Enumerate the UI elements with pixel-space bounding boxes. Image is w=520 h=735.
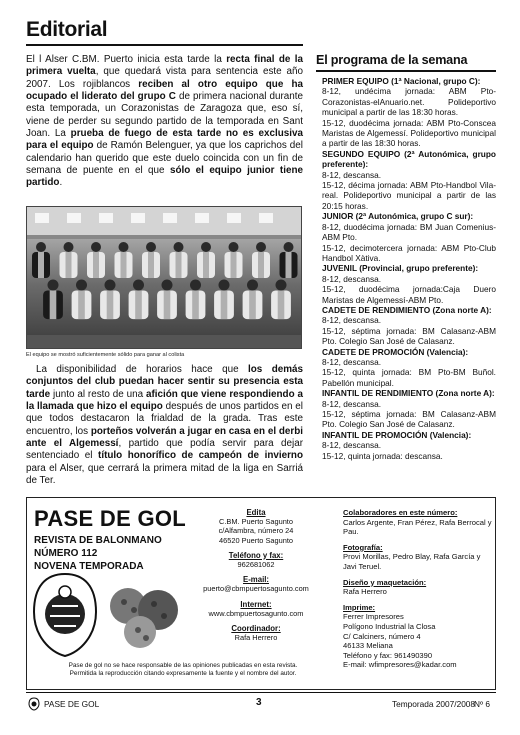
edita-heading: Edita — [246, 508, 266, 517]
colaboradores-value: Carlos Argente, Fran Pérez, Rafa Berrocal y Pau. — [343, 517, 492, 537]
text-run: , partido que podía servir para dejar sentenciado el — [26, 438, 303, 462]
diseno-heading: Diseño y maquetación: — [343, 577, 427, 587]
coordinador-heading: Coordinador: — [231, 624, 281, 634]
programa-fixture: 8-12, descansa. — [322, 440, 382, 451]
disclaimer-line-1: Pase de gol no se hace responsable de las opiniones publicadas en esta revista. — [68, 662, 298, 669]
fotografia-value: Provi Morillas, Pedro Blay, Rafa García y Javi Teruel. — [343, 552, 481, 571]
text-run: junto al resto de una — [50, 388, 147, 400]
text-run: reciben al otro equipo que ha ocupado el liderato del grupo C — [26, 78, 303, 103]
programa-fixture: 15-12, séptima jornada: BM Calasanz-ABM Pto. Colegio San José de Calasanz. — [322, 409, 496, 430]
editorial-paragraph-1 — [26, 54, 303, 190]
text-run: . — [59, 177, 63, 189]
footer-season: Temporada 2007/2008 — [392, 699, 476, 709]
team-photo-illustration — [27, 207, 302, 349]
imprime-line-1: Ferrer Impresores — [343, 612, 404, 622]
editorial-rule — [26, 44, 303, 46]
text-run: los demás conjuntos del club puedan hacer sentir su presencia esta tarde — [26, 364, 303, 400]
programa-fixture: 8-12, descansa. — [322, 273, 382, 284]
text-run: después de unos partidos en el que todos destacaron la frialdad de la grada. Tras este encuentro, los — [26, 401, 303, 437]
programa-team-heading: PRIMER EQUIPO (1ª Nacional, grupo C): — [322, 76, 481, 86]
footer-crest-icon — [28, 697, 40, 711]
masthead-title: PASE DE GOL — [34, 506, 187, 531]
programa-fixture: 8-12, descansa. — [322, 315, 382, 326]
editorial-column — [26, 54, 303, 190]
programa-fixture: 15-12, decimotercera jornada: ABM Pto-Club Handbol Xàtiva. — [322, 242, 496, 263]
programa-fixture: 15-12, duodécima jornada:Caja Duero Maristas de Algemessí-ABM Pto. — [322, 284, 496, 305]
team-photo — [26, 206, 302, 349]
edita-line-1: C.BM. Puerto Sagunto — [219, 517, 293, 527]
editorial-paragraph-2 — [26, 364, 303, 487]
programa-fixture: 15-12, quinta jornada: BM Pto-BM Buñol. Pabellón municipal. — [322, 367, 496, 388]
footer-issue: Nº 6 — [474, 699, 490, 709]
programa-fixture: 8-12, descansa. — [322, 356, 382, 367]
text-run: para el Alser, que cerrará la primera mitad de la liga en Sarriá de Ter. — [26, 462, 303, 487]
programa-fixture: 8-12, duodécima jornada: BM Juan Comenius-ABM Pto. — [322, 221, 496, 243]
publisher-info — [196, 508, 316, 642]
masthead-subtitle — [34, 534, 162, 573]
programa-team-heading: CADETE DE PROMOCIÓN (Valencia): — [322, 346, 469, 357]
text-run: El l Alser C.BM. Puerto inicia esta tarde la — [26, 54, 227, 65]
editorial-title: Editorial — [26, 18, 108, 41]
imprime-heading: Imprime: — [343, 602, 376, 612]
programa-rule — [316, 70, 496, 72]
email-heading: E-mail: — [243, 575, 269, 585]
programa-team-heading: JUNIOR (2ª Autonómica, grupo C sur): — [322, 211, 474, 222]
fotografia-heading: Fotografía: — [343, 542, 383, 552]
text-run: afición que viene respondiendo a la llamada que hizo el equipo — [26, 388, 303, 413]
internet-heading: Internet: — [240, 599, 272, 609]
footer-page-number: 3 — [256, 697, 262, 708]
disclaimer — [30, 662, 336, 679]
disclaimer-line-2: Permitida la reproducción citando expresamente la fuente y el nombre del autor. — [69, 670, 297, 678]
imprime-line-2: Polígono Industrial la Closa — [343, 621, 436, 631]
edita-line-3: 46520 Puerto Sagunto — [219, 535, 293, 545]
telefono-heading: Teléfono y fax: — [228, 550, 284, 560]
text-run: , que quedará vista para sentencia este año 2007. Los rojiblancos — [26, 66, 303, 90]
programa-fixture: 8-12, descansa. — [322, 398, 382, 409]
imprime-line-3: C/ Calciners, número 4 — [343, 631, 421, 641]
text-run: recta final de la primera vuelta — [26, 54, 303, 78]
coordinador-value: Rafa Herrero — [234, 633, 278, 643]
footer-rule — [26, 692, 496, 693]
edita-line-2: c/Alfambra, número 24 — [218, 526, 294, 536]
footer-magazine-name: PASE DE GOL — [44, 699, 100, 709]
programa-list — [322, 76, 496, 461]
programa-fixture: 15-12, duodécima jornada: ABM Pto-Conscea Maristas de Algemessí. Polideportivo municipal a partir de las 18:30 horas. — [322, 117, 496, 149]
telefono-value: 962681062 — [237, 560, 275, 570]
imprime-line-4: 46133 Meliana — [343, 641, 393, 651]
diseno-value: Rafa Herrero — [343, 587, 387, 597]
programa-fixture: 8-12, undécima jornada: ABM Pto-Corazonistas-elAnuario.net. Polideportivo municipal a partir de las 18:30 horas. — [322, 86, 496, 118]
internet-value[interactable]: www.cbmpuertosagunto.com — [208, 608, 304, 618]
text-run: prueba de fuego de esta tarde no es exclusiva para el equipo — [26, 128, 303, 152]
text-run: porteños volverán a jugar en casa en el derbi ante el Algemessí — [26, 425, 303, 450]
programa-team-heading: JUVENIL (Provincial, grupo preferente): — [322, 263, 479, 274]
programa-header — [316, 53, 496, 67]
masthead-sub-2: NÚMERO 112 — [34, 548, 98, 559]
club-crest-logo — [32, 572, 98, 658]
masthead-sub-1: REVISTA DE BALONMANO — [34, 535, 162, 546]
editorial-column-2 — [26, 364, 303, 487]
imprime-line-5: Teléfono y fax: 961490390 — [343, 650, 433, 660]
text-run: La disponibilidad de horarios hace que — [36, 364, 248, 375]
colaboradores-heading: Colaboradores en este número: — [343, 508, 458, 517]
text-run: sólo el equipo junior tiene partido — [26, 165, 303, 189]
email-value[interactable]: puerto@cbmpuertosagunto.com — [203, 584, 309, 594]
programa-team-heading: CADETE DE RENDIMIENTO (Zona norte A): — [322, 304, 492, 315]
handball-balls-graphic — [104, 582, 184, 652]
programa-fixture: 15-12, séptima jornada: BM Calasanz-ABM Pto. Colegio San José de Calasanz. — [322, 325, 496, 347]
imprime-line-6: E-mail: wfimpresores@kadar.com — [343, 660, 457, 670]
programa-team-heading: INFANTIL DE PROMOCIÓN (Valencia): — [322, 429, 472, 440]
masthead-sub-3: NOVENA TEMPORADA — [34, 561, 144, 572]
credits-info — [343, 508, 493, 670]
programa-title: El programa de la semana — [316, 53, 468, 67]
programa-team-heading: SEGUNDO EQUIPO (2ª Autonómica, grupo preferente): — [322, 148, 496, 170]
programa-fixture: 15-12, décima jornada: ABM Pto-Handbol Vila-real. Polideportivo municipal a partir de las 20:15 horas. — [322, 180, 496, 211]
programa-fixture: 15-12, quinta jornada: descansa. — [322, 450, 443, 461]
programa-fixture: 8-12, descansa. — [322, 169, 382, 180]
photo-caption: El equipo se mostró suficientemente sólido para ganar al colista — [26, 352, 185, 358]
programa-team-heading: INFANTIL DE RENDIMIENTO (Zona norte A): — [322, 388, 495, 399]
text-run: de Ramón Belenguer, ya que los caprichos del calendario han querido que este duelo coincida con un fin de semana de puente en el que — [26, 140, 303, 177]
text-run: título honorífico de campeón de invierno — [98, 450, 303, 462]
text-run: de primera nacional durante esta temporada, un Corazonistas de Zaragoza que, eso sí, viene de perder su segundo partido de la temporada en Sant Joan. La — [26, 91, 303, 140]
